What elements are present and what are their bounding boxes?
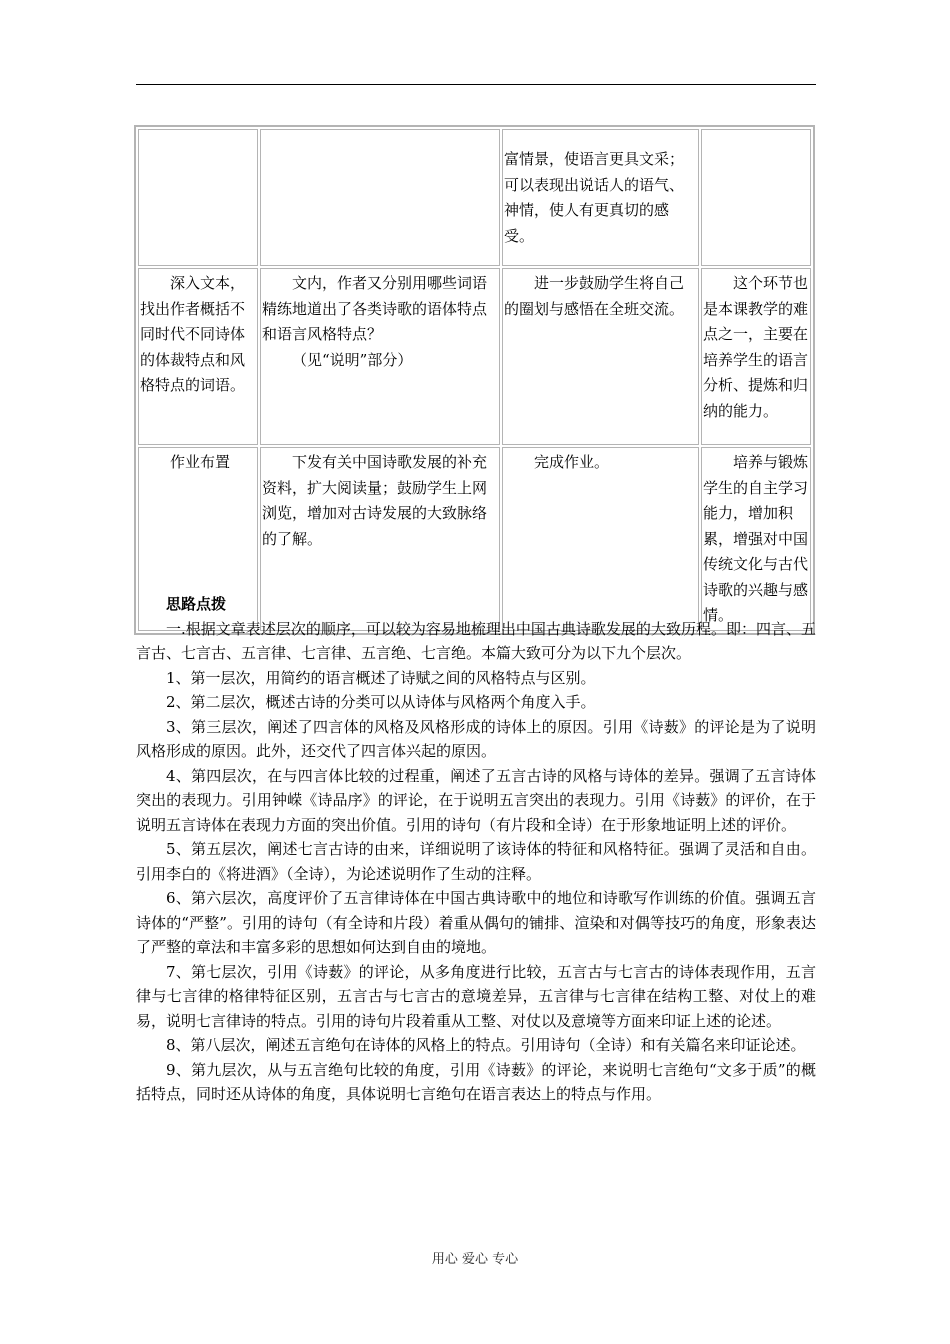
page-footer: 用心 爱心 专心 [431, 1252, 519, 1267]
table-cell: 下发有关中国诗歌发展的补充资料，扩大阅读量；鼓励学生上网浏览，增加对古诗发展的大致脉络的了解。 [260, 447, 500, 631]
analysis-section [136, 592, 816, 1107]
list-item: 8、第八层次，阐述五言绝句在诗体的风格上的特点。引用诗句（全诗）和有关篇名来印证论述。 [166, 1036, 806, 1054]
table-cell: 文内，作者又分别用哪些词语精练地道出了各类诗歌的语体特点和语言风格特点？ （见“说明”部分） [260, 268, 500, 445]
table-cell [260, 129, 500, 266]
table-cell: 培养与锻炼学生的自主学习能力，增加积累，增强对中国传统文化与古代诗歌的兴趣与感情。 [701, 447, 811, 631]
section-heading: 思路点拨 [166, 595, 227, 613]
table-row [138, 268, 811, 445]
table-cell: 进一步鼓励学生将自己的圈划与感悟在全班交流。 [502, 268, 699, 445]
table-cell [701, 129, 811, 266]
section-intro: 一.根据文章表述层次的顺序，可以较为容易地梳理出中国古典诗歌发展的大致历程。即：四言、五言古、七言古、五言律、七言律、五言绝、七言绝。本篇大致可分为以下九个层次。 [136, 619, 816, 662]
list-item: 3、第三层次，阐述了四言体的风格及风格形成的诗体上的原因。引用《诗薮》的评论是为了说明风格形成的原因。此外，还交代了四言体兴起的原因。 [136, 717, 816, 760]
list-item: 1、第一层次，用简约的语言概述了诗赋之间的风格特点与区别。 [166, 668, 596, 687]
list-item: 5、第五层次，阐述七言古诗的由来，详细说明了该诗体的特征和风格特征。强调了灵活和自由。引用李白的《将进酒》（全诗），为论述说明作了生动的注释。 [136, 840, 816, 883]
table-cell: 完成作业。 [502, 447, 699, 631]
table-cell: 作业布置 [138, 447, 258, 631]
table-row [138, 129, 811, 266]
header-rule [136, 84, 816, 85]
list-item: 4、第四层次，在与四言体比较的过程重，阐述了五言古诗的风格与诗体的差异。强调了五言诗体突出的表现力。引用钟嵘《诗品序》的评论，在于说明五言突出的表现力。引用《诗薮》的评价，在于说明五言诗体在表现力方面的突出价值。引用的诗句（有片段和全诗）在于形象地证明上述的评价。 [136, 766, 816, 834]
list-item: 6、第六层次，高度评价了五言律诗体在中国古典诗歌中的地位和诗歌写作训练的价值。强调五言诗体的“严整”。引用的诗句（有全诗和片段）着重从偶句的铺排、渲染和对偶等技巧的角度，形象表达了严整的章法和丰富多彩的思想如何达到自由的境地。 [136, 889, 816, 956]
list-item: 2、第二层次，概述古诗的分类可以从诗体与风格两个角度入手。 [166, 693, 596, 711]
table-cell [138, 129, 258, 266]
list-item: 9、第九层次，从与五言绝句比较的角度，引用《诗薮》的评论，来说明七言绝句“文多于质”的概括特点，同时还从诗体的角度，具体说明七言绝句在语言表达上的特点与作用。 [136, 1060, 816, 1103]
table-cell: 富情景，使语言更具文采；可以表现出说话人的语气、神情，使人有更真切的感受。 [502, 129, 699, 266]
list-item: 7、第七层次，引用《诗薮》的评论，从多角度进行比较，五言古与七言古的诗体表现作用，五言律与七言律的格律特征区别，五言古与七言古的意境差异，五言律与七言律在结构工整、对仗上的难易，说明七言律诗的特点。引用的诗句片段着重从工整、对仗以及意境等方面来印证上述的论述。 [136, 962, 816, 1030]
lesson-table [134, 125, 815, 635]
table-cell: 深入文本，找出作者概括不同时代不同诗体的体裁特点和风格特点的词语。 [138, 268, 258, 445]
table-cell: 这个环节也是本课教学的难点之一，主要在培养学生的语言分析、提炼和归纳的能力。 [701, 268, 811, 445]
